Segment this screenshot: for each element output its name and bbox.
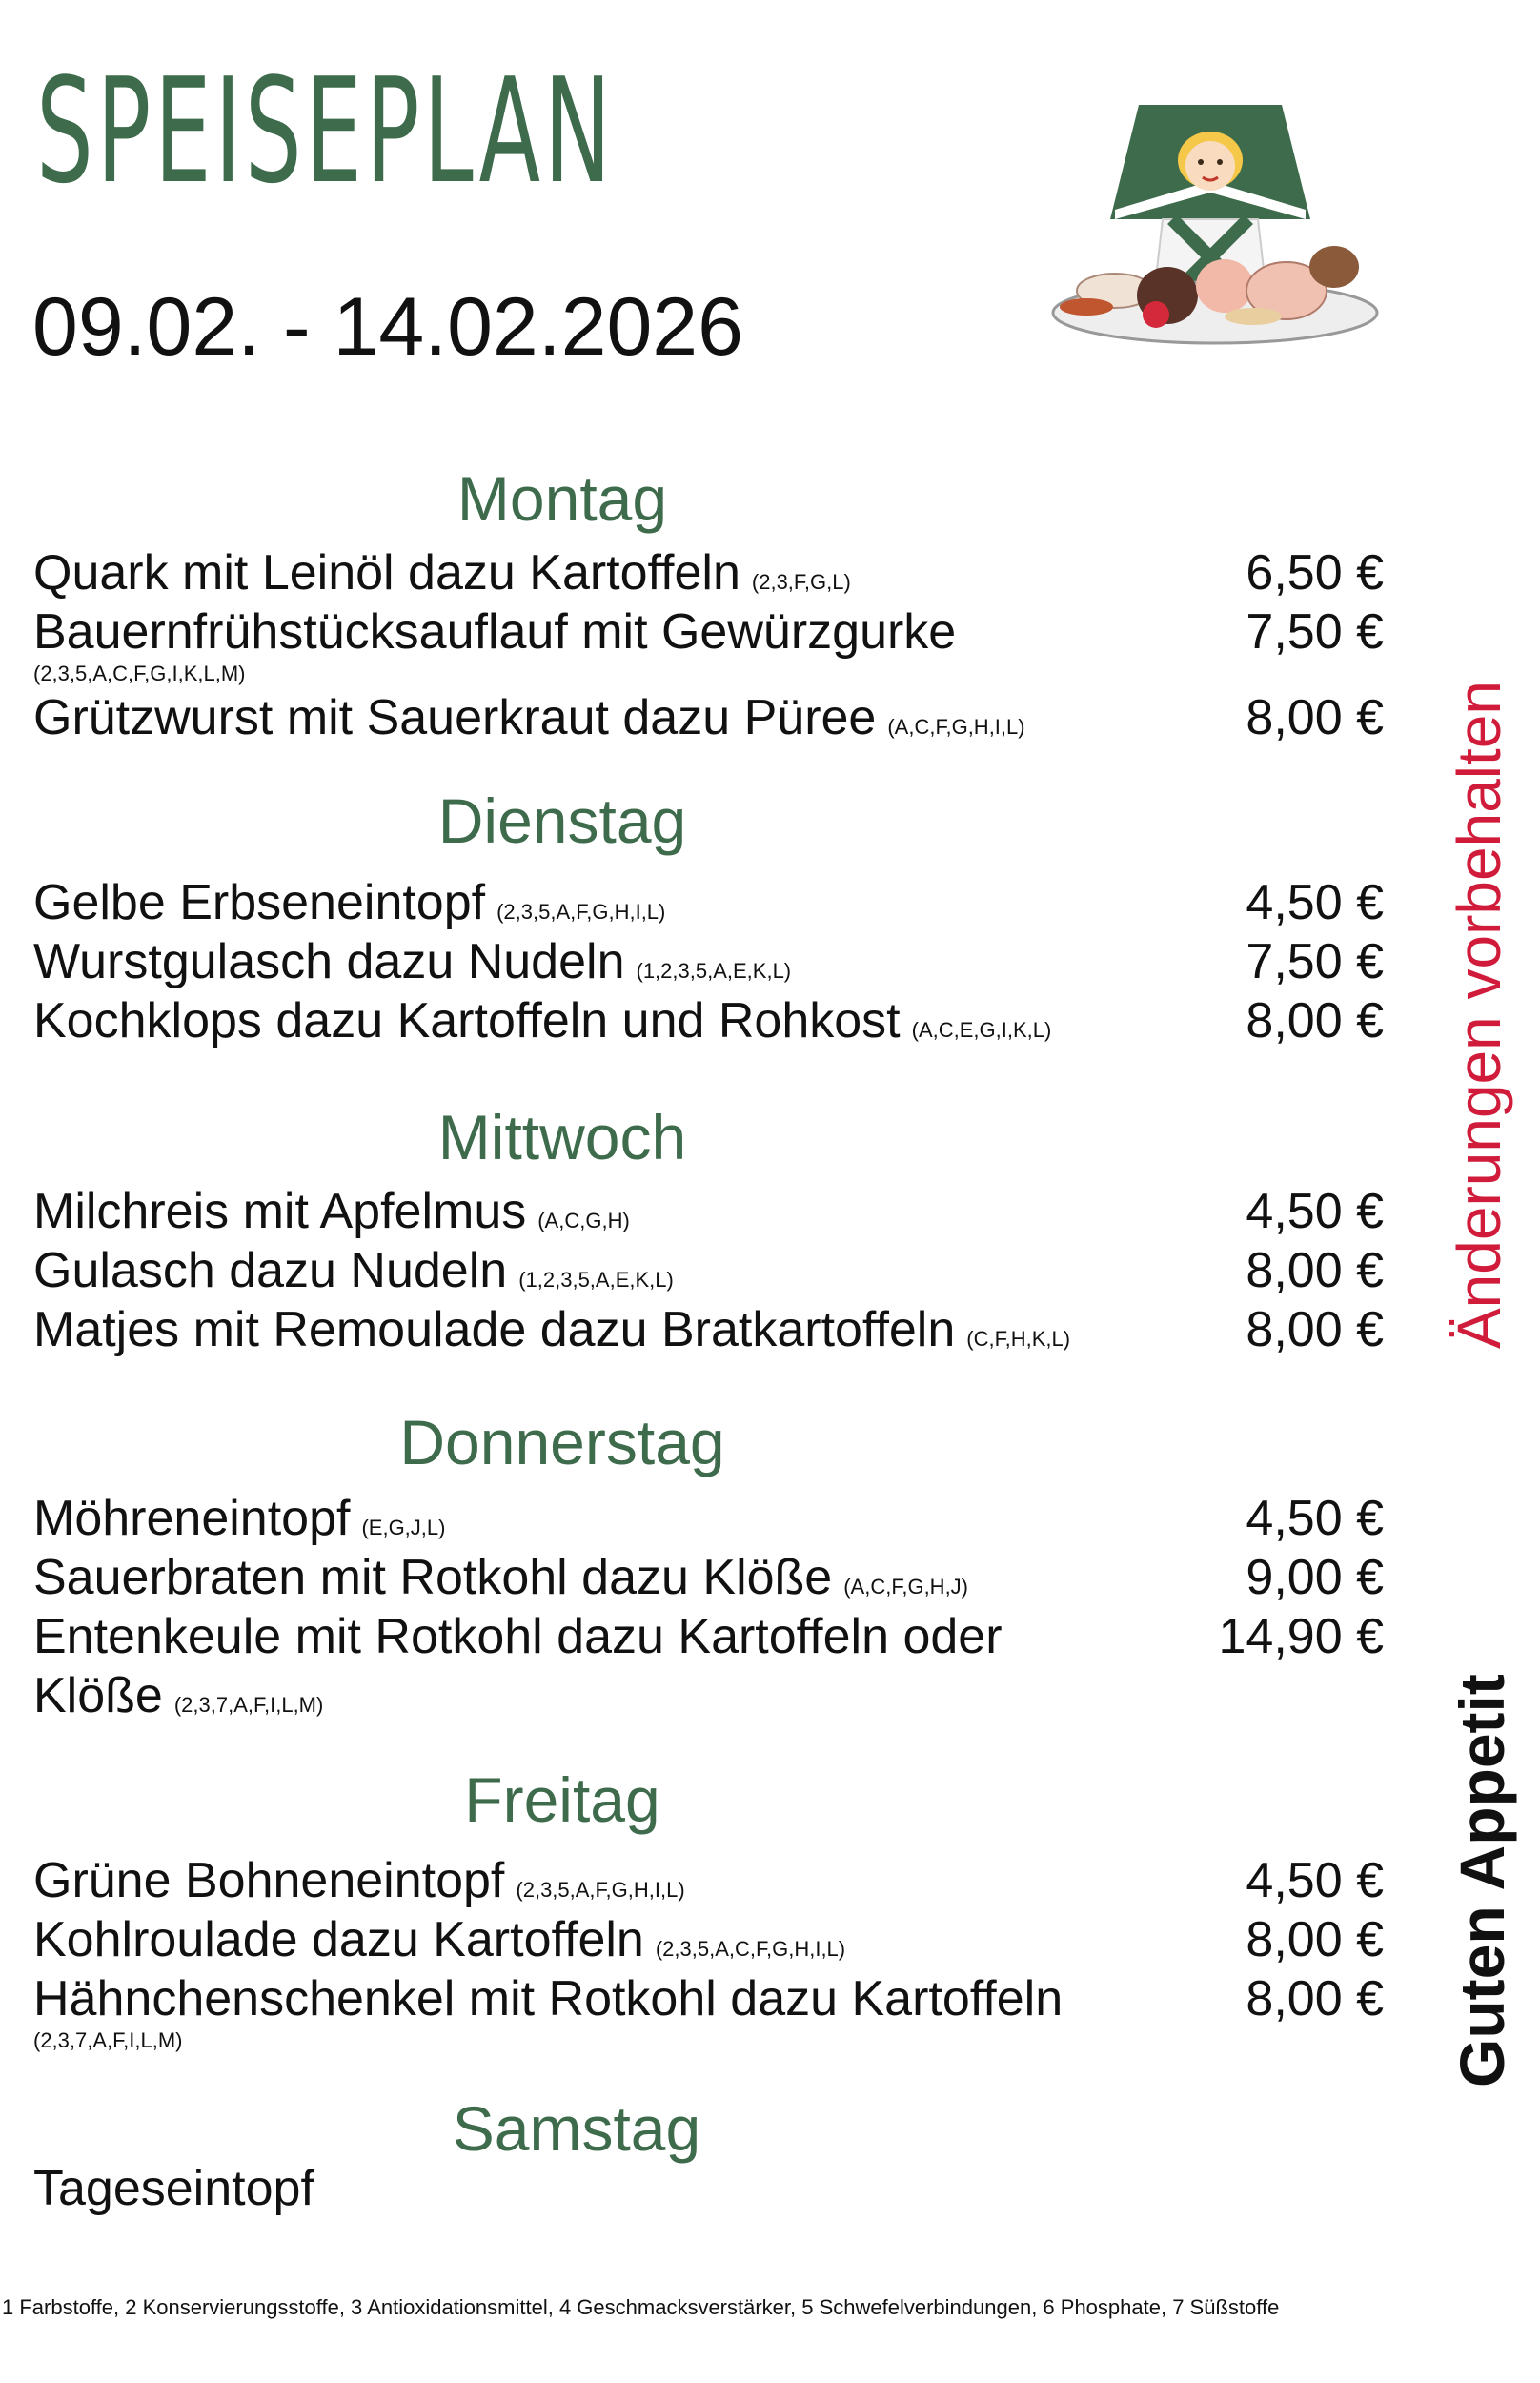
day-heading-mittwoch: Mittwoch xyxy=(437,1102,687,1172)
dish-name: Entenkeule mit Rotkohl dazu Kartoffeln oder Klöße xyxy=(33,1609,1003,1723)
menu-item xyxy=(33,688,1158,757)
changes-reserved-note: Änderungen vorbehalten xyxy=(1445,681,1513,1349)
dish-allergens: (1,2,3,5,A,E,K,L) xyxy=(518,1268,674,1292)
menu-item xyxy=(33,1607,1101,1735)
dish-allergens: (2,3,5,A,C,F,G,H,I,L) xyxy=(655,1937,846,1961)
dish-price: 4,50 € xyxy=(1246,1853,1384,1908)
day-heading-dienstag: Dienstag xyxy=(437,785,687,856)
dish-price: 8,00 € xyxy=(1246,1912,1384,1967)
menu-item xyxy=(33,2159,1158,2218)
dish-name: Bauernfrühstücksauflauf mit Gewürzgurke xyxy=(33,604,957,660)
dish-name: Tageseintopf xyxy=(33,2161,314,2216)
dish-name: Milchreis mit Apfelmus xyxy=(33,1184,527,1239)
dish-allergens: (1,2,3,5,A,E,K,L) xyxy=(636,959,792,983)
dish-name: Kochklops dazu Kartoffeln und Rohkost xyxy=(33,993,901,1049)
dish-allergens: (2,3,7,A,F,I,L,M) xyxy=(173,1693,324,1717)
menu-item xyxy=(33,1300,1158,1369)
dish-allergens: (2,3,5,A,F,G,H,I,L) xyxy=(496,900,666,924)
menu-item xyxy=(33,1969,1158,2053)
dish-price: 6,50 € xyxy=(1246,545,1384,601)
day-heading-freitag: Freitag xyxy=(464,1764,660,1835)
page-title: SPEISEPLAN xyxy=(36,47,616,215)
greeting-note: Guten Appetit xyxy=(1447,1674,1517,2088)
dish-price: 8,00 € xyxy=(1246,1971,1384,2027)
dish-name: Hähnchenschenkel mit Rotkohl dazu Kartoffeln xyxy=(33,1971,1064,2027)
dish-name: Grüne Bohneneintopf xyxy=(33,1853,505,1908)
dish-price: 4,50 € xyxy=(1246,1491,1384,1546)
additives-legend: 1 Farbstoffe, 2 Konservierungsstoffe, 3 Antioxidationsmittel, 4 Geschmacksverstärker, 5 Schwefelverbindungen, 6 Phosphate, 7 Süßstoffe xyxy=(2,2295,1280,2319)
menu-item xyxy=(33,991,1158,1060)
butcher-girl-with-sausage-platter-icon xyxy=(1048,95,1382,353)
dish-allergens: (2,3,5,A,C,F,G,I,K,L,M) xyxy=(33,662,246,685)
dish-price: 8,00 € xyxy=(1246,1243,1384,1298)
dish-allergens: (2,3,F,G,L) xyxy=(751,570,851,594)
dish-price: 7,50 € xyxy=(1246,604,1384,660)
dish-name: Kohlroulade dazu Kartoffeln xyxy=(33,1912,644,1967)
day-heading-samstag: Samstag xyxy=(452,2093,701,2164)
dish-price: 9,00 € xyxy=(1246,1550,1384,1605)
day-heading-donnerstag: Donnerstag xyxy=(399,1407,725,1477)
dish-price: 8,00 € xyxy=(1246,993,1384,1049)
dish-price: 7,50 € xyxy=(1246,934,1384,989)
dish-allergens: (2,3,5,A,F,G,H,I,L) xyxy=(516,1878,685,1902)
dish-allergens: (A,C,E,G,I,K,L) xyxy=(911,1018,1052,1042)
dish-price: 8,00 € xyxy=(1246,1302,1384,1357)
dish-price: 4,50 € xyxy=(1246,875,1384,930)
dish-name: Wurstgulasch dazu Nudeln xyxy=(33,934,625,989)
dish-allergens: (E,G,J,L) xyxy=(361,1516,446,1539)
dish-allergens: (A,C,G,H) xyxy=(537,1209,630,1232)
dish-name: Möhreneintopf xyxy=(33,1491,351,1546)
dish-price: 14,90 € xyxy=(1218,1609,1384,1664)
date-range: 09.02. - 14.02.2026 xyxy=(32,281,743,373)
dish-name: Matjes mit Remoulade dazu Bratkartoffeln xyxy=(33,1302,956,1357)
day-heading-montag: Montag xyxy=(456,463,668,534)
dish-name: Gelbe Erbseneintopf xyxy=(33,875,486,930)
dish-name: Sauerbraten mit Rotkohl dazu Klöße xyxy=(33,1550,833,1605)
dish-price: 8,00 € xyxy=(1246,690,1384,745)
dish-allergens: (2,3,7,A,F,I,L,M) xyxy=(33,2028,183,2052)
dish-price: 4,50 € xyxy=(1246,1184,1384,1239)
menu-item xyxy=(33,602,1158,686)
dish-name: Gulasch dazu Nudeln xyxy=(33,1243,508,1298)
dish-allergens: (A,C,F,G,H,I,L) xyxy=(887,715,1025,739)
dish-allergens: (C,F,H,K,L) xyxy=(966,1327,1071,1351)
dish-name: Quark mit Leinöl dazu Kartoffeln xyxy=(33,545,740,601)
dish-allergens: (A,C,F,G,H,J) xyxy=(843,1575,969,1599)
dish-name: Grützwurst mit Sauerkraut dazu Püree xyxy=(33,690,877,745)
